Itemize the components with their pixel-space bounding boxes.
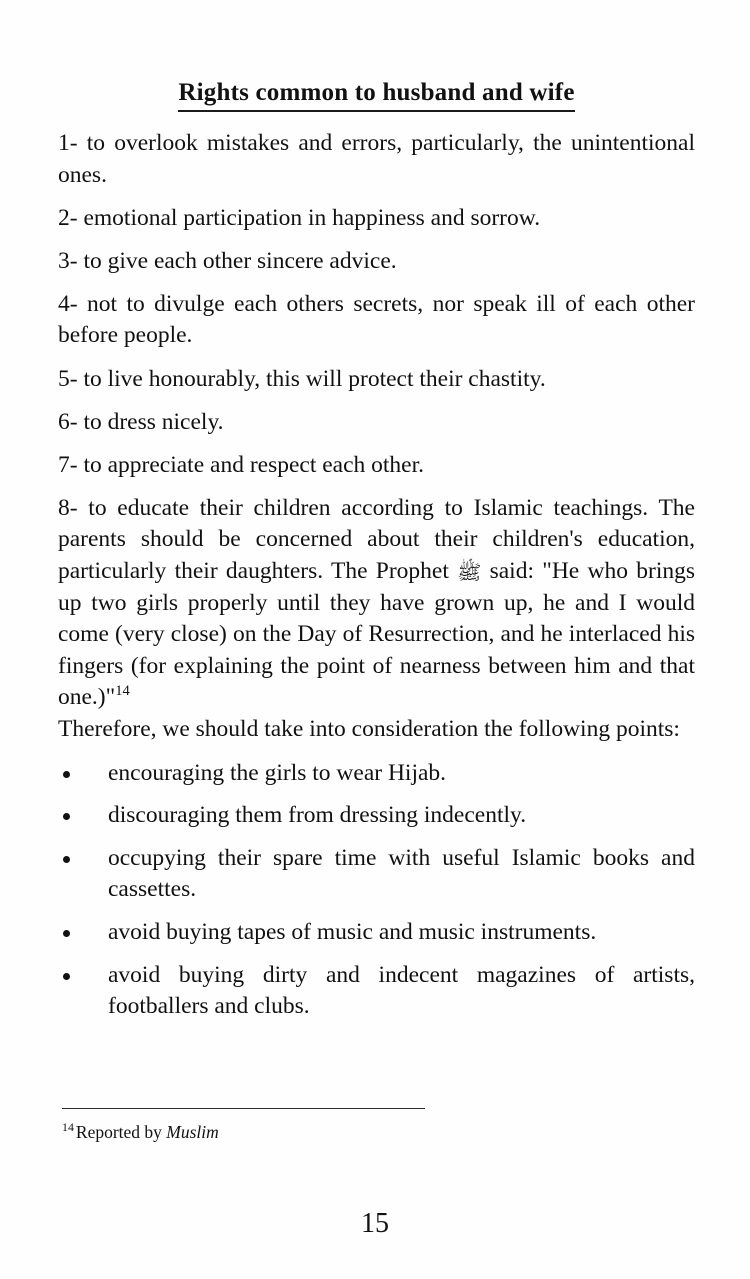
- salla-allahu-alayhi-wa-sallam-icon: ﷺ: [457, 560, 482, 585]
- bullet-dot-icon: [63, 813, 70, 820]
- footnote-source: Muslim: [166, 1122, 219, 1142]
- list-item: [58, 800, 695, 832]
- list-item: [58, 758, 695, 790]
- therefore-paragraph: Therefore, we should take into consideration the following points:: [58, 716, 680, 742]
- list-item: [58, 917, 695, 949]
- numbered-item-4: 4- not to divulge each others secrets, nor speak ill of each other before people.: [58, 290, 695, 349]
- footnote-text: Reported by: [75, 1122, 167, 1142]
- footnote-marker: 14: [62, 1120, 74, 1135]
- bullet-dot-icon: [63, 856, 70, 863]
- numbered-item-5: 5- to live honourably, this will protect their chastity.: [58, 365, 546, 392]
- points-bullet-list: [58, 758, 695, 1023]
- numbered-item-3: 3- to give each other sincere advice.: [58, 247, 397, 274]
- list-item: [58, 960, 695, 1023]
- list-item-label: encouraging the girls to wear Hijab.: [108, 759, 447, 786]
- list-item-label: discouraging them from dressing indecently.: [108, 802, 527, 829]
- footnote-reference-14[interactable]: 14: [115, 683, 130, 700]
- page-title-text: Rights common to husband and wife: [178, 79, 574, 112]
- item-8-quote: said: "He who brings up two girls properly until they have grown up, he and I would come (very close) on the Day of Resurrection, and he interlaced his fingers (for explaining the point of nearness between him and that one.)": [58, 558, 695, 711]
- list-item-label: avoid buying tapes of music and music instruments.: [108, 918, 597, 945]
- list-item-label: occupying their spare time with useful Islamic books and cassettes.: [108, 844, 695, 903]
- list-item: [58, 843, 695, 906]
- numbered-item-2: 2- emotional participation in happiness and sorrow.: [58, 204, 541, 231]
- item-8-lead: 8- to educate their children according to Islamic teachings. The parents should be concerned about their children's education, particularly their daughters. The Prophet: [58, 494, 695, 585]
- numbered-item-6: 6- to dress nicely.: [58, 408, 224, 435]
- footnote-separator-rule: [62, 1108, 425, 1109]
- footnote-entry: [62, 1122, 699, 1144]
- body-column: [58, 128, 695, 1023]
- list-item-label: avoid buying dirty and indecent magazines of artists, footballers and clubs.: [108, 961, 695, 1020]
- numbered-item-7: 7- to appreciate and respect each other.: [58, 451, 425, 478]
- bullet-dot-icon: [63, 930, 70, 937]
- page-number: 15: [361, 1208, 389, 1239]
- numbered-item-1: 1- to overlook mistakes and errors, particularly, the unintentional ones.: [58, 130, 695, 188]
- bullet-dot-icon: [63, 973, 70, 980]
- page-title: [58, 79, 695, 112]
- numbered-item-8: [58, 493, 695, 714]
- bullet-dot-icon: [63, 771, 70, 778]
- footnote-zone: [62, 1108, 699, 1144]
